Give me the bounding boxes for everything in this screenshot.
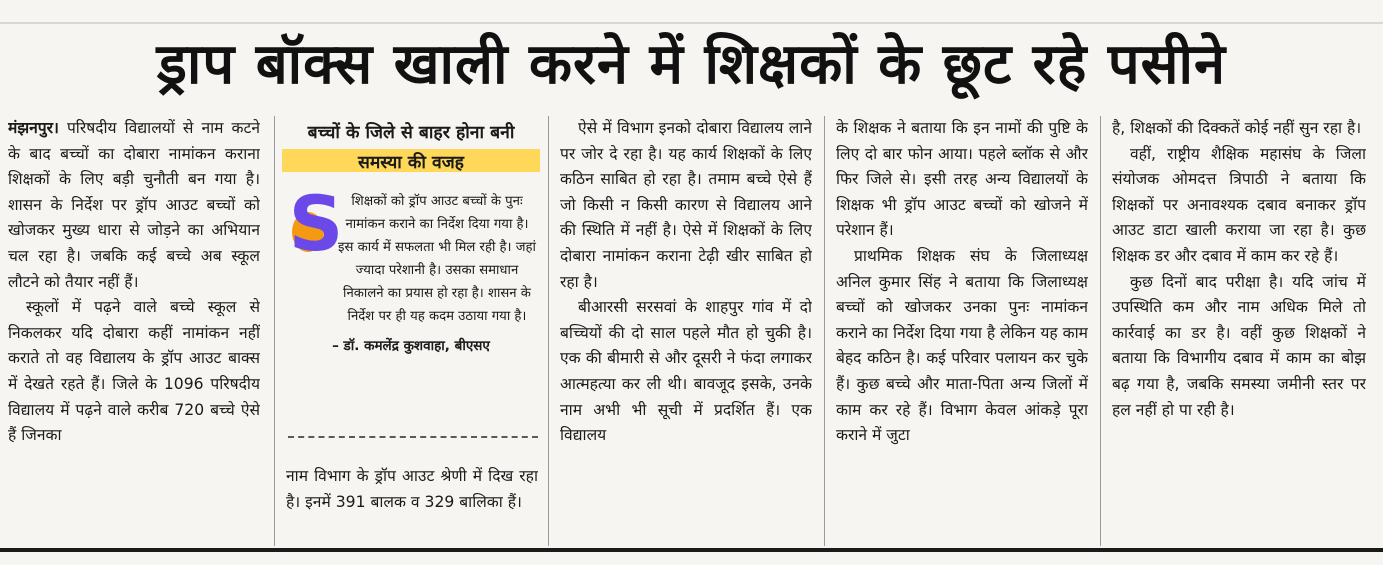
article-paragraph: वहीं, राष्ट्रीय शैक्षिक महासंघ के जिला संयोजक ओमदत्त त्रिपाठी ने बताया कि शिक्षकों पर अनावश्यक दबाव बनाकर ड्रॉप आउट डाटा खाली कराया जा रहा है। कुछ शिक्षक डर और दबाव में काम कर रहे हैं। [1112, 144, 1366, 265]
article-paragraph: ऐसे में विभाग इनको दोबारा विद्यालय लाने पर जोर दे रहा है। यह कार्य शिक्षकों के लिए कठिन साबित हो रहा है। तमाम बच्चे ऐसे हैं जो किसी न किसी कारण से विद्यालय आने की स्थिति में नहीं है। ऐसे में शिक्षकों के लिए दोबारा नामांकन कराना टेढ़ी खीर साबित हो रहा है। [560, 119, 812, 291]
headline: ड्राप बॉक्स खाली करने में शिक्षकों के छूट रहे पसीने [156, 32, 1227, 97]
article-column-3 [560, 116, 812, 546]
column-rule [824, 116, 825, 546]
sidebar-body [282, 190, 540, 410]
article-paragraph: कुछ दिनों बाद परीक्षा है। यदि जांच में उपस्थिति कम और नाम अधिक मिले तो कार्रवाई का डर है। वहीं कुछ शिक्षकों ने बताया कि विभागीय दबाव में काम का बोझ बढ़ गया है, जबकि समस्या जमीनी स्तर पर हल नहीं हो पा रही है। [1112, 272, 1366, 419]
article-column-2-continuation: नाम विभाग के ड्रॉप आउट श्रेणी में दिख रहा है। इनमें 391 बालक व 329 बालिका हैं। [286, 467, 538, 511]
article-paragraph: बीआरसी सरसवां के शाहपुर गांव में दो बच्चियों की दो साल पहले मौत हो चुकी है। एक की बीमारी से और दूसरी ने फंदा लगाकर आत्महत्या कर ली थी। बावजूद इसके, उनके नाम अभी भी सूची में प्रदर्शित हैं। एक विद्यालय [560, 298, 812, 445]
sidebar-quote: शिक्षकों को ड्रॉप आउट बच्चों के पुनः नामांकन कराने का निर्देश दिया गया है। इस कार्य में सफलता भी मिल रही है। जहां ज्यादा परेशानी है। उसका समाधान निकालने का प्रयास हो रहा है। शासन के निर्देश पर ही यह कदम उठाया गया है। [338, 194, 536, 324]
page-top-strip [0, 0, 1383, 24]
column-rule [274, 116, 275, 546]
column-rule [1100, 116, 1101, 546]
column-rule [548, 116, 549, 546]
article-paragraph: के शिक्षक ने बताया कि इन नामों की पुष्टि के लिए दो बार फोन आया। पहले ब्लॉक से और फिर जिले से। इसी तरह अन्य विद्यालयों के शिक्षक भी ड्रॉप आउट बच्चों को खोजने में परेशान हैं। [836, 119, 1088, 240]
sidebar-box [282, 118, 540, 438]
article-paragraph: प्राथमिक शिक्षक संघ के जिलाध्यक्ष अनिल कुमार सिंह ने बताया कि जिलाध्यक्ष बच्चों को खोजकर उनका पुनः नामांकन कराने का निर्देश दिया गया है लेकिन यह काम बेहद कठिन है। कई परिवार पलायन कर चुके हैं। कुछ बच्चे और माता-पिता अन्य जिलों में काम कर रहे हैं। विभाग केवल आंकड़े पूरा कराने में जुटा [836, 246, 1088, 445]
paragraph-text: परिषदीय विद्यालयों से नाम कटने के बाद बच्चों का दोबारा नामांकन कराना शिक्षकों के लिए बड़ी चुनौती बन गया है। शासन के निर्देश पर ड्रॉप आउट बच्चों को खोजकर मुख्य धारा से जोड़ने का अभियान चल रहा है। जबकि कई बच्चे अब स्कूल लौटने को तैयार नहीं हैं। [8, 119, 260, 291]
article-column-4 [836, 116, 1088, 546]
article-paragraph: स्कूलों में पढ़ने वाले बच्चे स्कूल से निकलकर यदि दोबारा कहीं नामांकन नहीं कराते तो वह विद्यालय के ड्रॉप आउट बाक्स में देखते रहते हैं। जिले के 1096 परिषदीय विद्यालय में पढ़ने वाले करीब 720 बच्चे ऐसे हैं जिनका [8, 298, 260, 445]
article-paragraph: है, शिक्षकों की दिक्कतें कोई नहीं सुन रहा है। [1112, 119, 1362, 137]
sidebar-divider [288, 436, 538, 438]
dropcap-s-icon [288, 188, 344, 260]
sidebar-title: बच्चों के जिले से बाहर होना बनी समस्या की वजह [282, 118, 540, 178]
dateline: मंझनपुर। [8, 119, 59, 137]
svg-text:S: S [288, 188, 344, 260]
page-bottom-strip [0, 552, 1383, 565]
article-paragraph [8, 116, 260, 295]
article-column-1 [8, 116, 260, 546]
sidebar-author: – डॉ. कमलेंद्र कुशवाहा, बीएसए [332, 338, 490, 354]
article-column-5 [1112, 116, 1366, 546]
